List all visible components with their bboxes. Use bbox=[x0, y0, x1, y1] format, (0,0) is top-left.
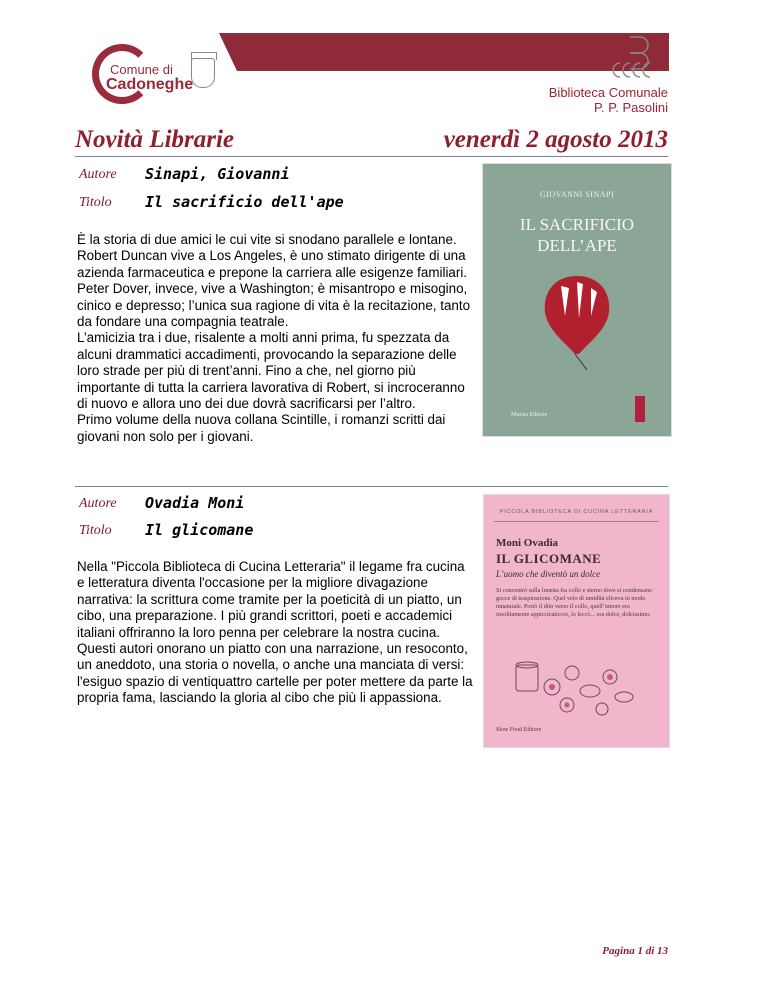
title-label: Titolo bbox=[79, 523, 112, 538]
title-divider bbox=[75, 156, 668, 157]
section-divider bbox=[75, 486, 668, 487]
cover-title: IL GLICOMANE bbox=[496, 551, 602, 566]
title-label: Titolo bbox=[79, 195, 112, 210]
cover-publisher: Slow Food Editore bbox=[496, 727, 542, 733]
crest-shield-icon bbox=[191, 58, 215, 88]
municipality-line1: Comune di bbox=[110, 62, 173, 77]
description-paragraph: L’amicizia tra i due, risalente a molti anni prima, fu spezzata da alcuni drammatici accadimenti, provocando la separazione delle loro strade per più di trent’anni. Fino a che, nel giorno più importante di tutta la carriera lavorativa di Robert, si incroceranno di nuovo e allora uno dei due dovrà sacrificarsi per l’altro. bbox=[77, 330, 465, 412]
sweets-illustration-icon bbox=[512, 645, 642, 720]
book-author: Ovadia Moni bbox=[145, 494, 245, 512]
book-cover bbox=[483, 164, 671, 436]
page-date: venerdì 2 agosto 2013 bbox=[443, 126, 668, 153]
description-paragraph: Robert Duncan vive a Los Angeles, è uno stimato dirigente di una azienda farmaceutica e prepone la carriera alle esigenze familiari. bbox=[77, 248, 468, 280]
book-description bbox=[77, 232, 472, 445]
page-title: Novità Librarie bbox=[75, 126, 235, 153]
cover-publisher: Mursia Editore bbox=[511, 412, 548, 418]
cover-author: Moni Ovadia bbox=[496, 537, 559, 549]
cover-title-line2: DELL’APE bbox=[537, 236, 617, 255]
library-logo-icon bbox=[608, 33, 664, 85]
book-title: Il sacrificio dell'ape bbox=[145, 193, 344, 211]
book-cover bbox=[484, 495, 669, 747]
cover-title-line1: IL SACRIFICIO bbox=[519, 215, 635, 234]
library-name-line2: P. P. Pasolini bbox=[594, 100, 668, 115]
description-paragraph: Primo volume della nuova collana Scintille, i romanzi scritti dai giovani non solo per i giovani. bbox=[77, 412, 446, 444]
cover-blurb: Si concentrò sulla lunetta fra collo e sterno dove si condensano gocce di traspirazione. Quel velo di umidità eliceva in modo innaturale. Portò il dito verso il collo, quell’umore era insolitamente appiccicaticcio, lo leccò... era dolce, dolcissimo. bbox=[496, 587, 653, 618]
cover-author: GIOVANNI SINAPI bbox=[539, 190, 615, 199]
description-paragraph: Nella "Piccola Biblioteca di Cucina Letteraria" il legame fra cucina e letteratura diventa l'occasione per la migliore divagazione narrativa: la scrittura come tramite per la poeticità di un piatto, un cibo, una preparazione. I più grandi scrittori, poeti e accademici italiani offriranno la loro penna per celebrare la nostra cucina. Questi autori onorano un piatto con una narrazione, un resoconto, un aneddoto, una storia o novella, o anche una manciata di versi: l'esiguo spazio di ventiquattro cartelle per poter mettere da parte la propria fama, lasciando la gloria al cibo che più li appassiona. bbox=[77, 559, 473, 706]
description-paragraph: Peter Dover, invece, vive a Washington; è misantropo e misogino, cinico e depresso; l’unica sua ragione di vita è la recitazione, tanto da fondare una compagnia teatrale. bbox=[77, 281, 471, 330]
series-badge bbox=[635, 396, 645, 422]
author-label: Autore bbox=[79, 496, 117, 511]
book-title: Il glicomane bbox=[145, 521, 254, 539]
municipality-line2: Cadoneghe bbox=[106, 76, 194, 93]
cover-rule bbox=[494, 521, 659, 522]
header-banner bbox=[219, 33, 669, 71]
municipality-logo bbox=[92, 40, 232, 106]
book-description bbox=[77, 559, 474, 707]
library-name-line1: Biblioteca Comunale bbox=[548, 85, 668, 100]
description-paragraph: È la storia di due amici le cui vite si snodano parallele e lontane. bbox=[77, 232, 457, 247]
page-number: Pagina 1 di 13 bbox=[602, 945, 668, 957]
author-label: Autore bbox=[79, 167, 117, 182]
library-name bbox=[549, 85, 668, 115]
cover-subtitle: L’uomo che diventò un dolce bbox=[496, 569, 601, 579]
balloon-icon bbox=[539, 272, 615, 372]
cover-series: PICCOLA BIBLIOTECA DI CUCINA LETTERARIA bbox=[499, 509, 654, 515]
book-author: Sinapi, Giovanni bbox=[145, 165, 290, 183]
cover-title bbox=[483, 214, 671, 256]
